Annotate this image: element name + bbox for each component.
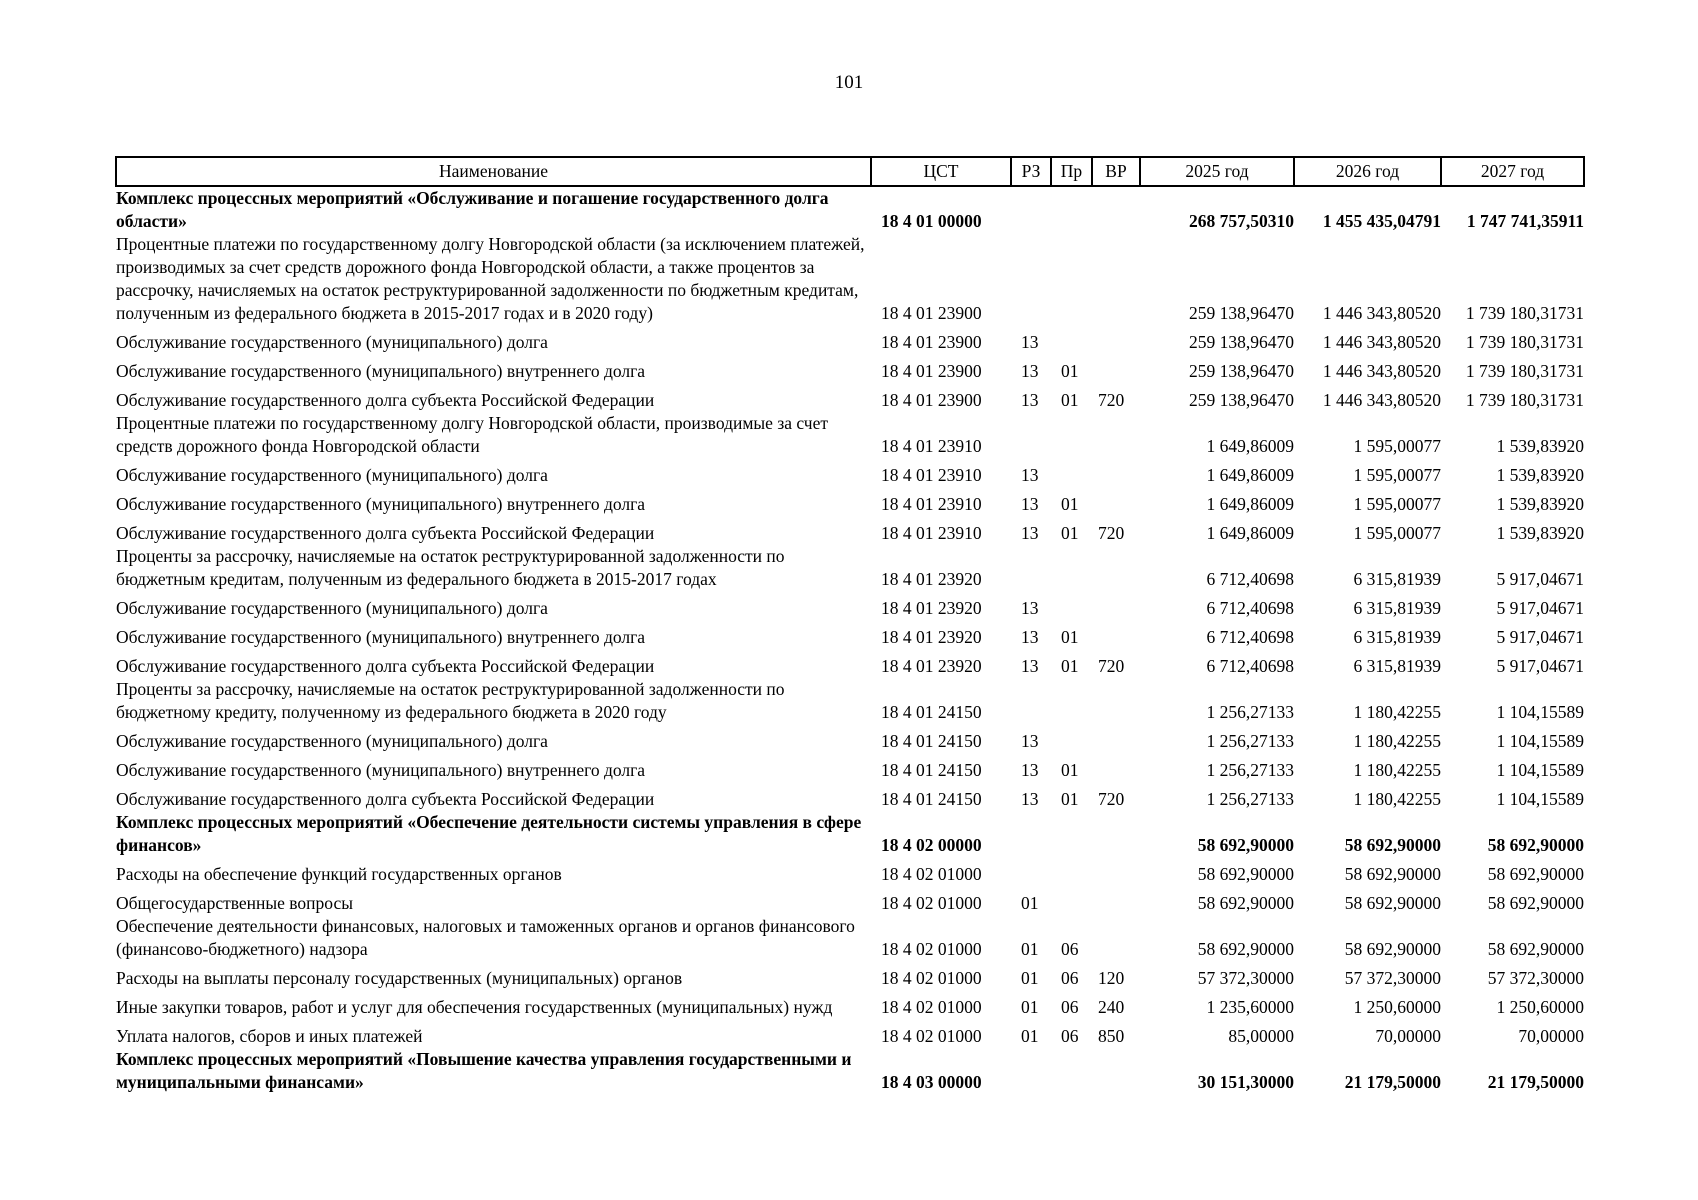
- cell-rz: 13: [1021, 390, 1039, 410]
- cell-cst: 18 4 03 00000: [881, 1072, 982, 1092]
- cell-2025: 1 235,60000: [1206, 997, 1294, 1017]
- cell-pr: 01: [1061, 361, 1079, 381]
- cell-pr: [1051, 458, 1092, 487]
- cell-2027: 58 692,90000: [1487, 864, 1584, 884]
- table-row: [116, 724, 1584, 753]
- cell-2026: 1 446 343,80520: [1322, 390, 1441, 410]
- table-row: [116, 811, 1584, 857]
- cell-2027: 5 917,04671: [1496, 598, 1584, 618]
- page-number: 101: [834, 72, 864, 93]
- cell-pr: 06: [1061, 968, 1079, 988]
- cell-2026: 1 595,00077: [1353, 436, 1441, 456]
- cell-2025: 1 649,86009: [1206, 436, 1294, 456]
- cell-name: Обслуживание государственного (муниципального) внутреннего долга: [116, 494, 646, 514]
- cell-2025: 57 372,30000: [1197, 968, 1294, 988]
- cell-rz: 01: [1021, 997, 1039, 1017]
- cell-vr: 720: [1098, 523, 1125, 543]
- header-name: Наименование: [116, 157, 871, 186]
- cell-2025: 58 692,90000: [1197, 864, 1294, 884]
- cell-vr: [1092, 458, 1140, 487]
- cell-2025: 58 692,90000: [1197, 939, 1294, 959]
- cell-name: Обслуживание государственного (муниципального) внутреннего долга: [116, 760, 646, 780]
- table-row: [116, 961, 1584, 990]
- cell-name: Процентные платежи по государственному долгу Новгородской области (за исключением платежей, производимых за счет средств дорожного фонда Новгородской области, а также процентов за рассрочку, начисляемых на остаток реструктурированной задолженности по бюджетным кредитам, полученным из федерального бюджета в 2015-2017 годах и в 2020 году): [116, 234, 865, 323]
- cell-name: Общегосударственные вопросы: [116, 893, 354, 913]
- cell-2026: 1 250,60000: [1353, 997, 1441, 1017]
- cell-cst: 18 4 01 24150: [881, 731, 982, 751]
- cell-rz: 13: [1021, 760, 1039, 780]
- cell-cst: 18 4 01 23900: [881, 390, 982, 410]
- cell-pr: 06: [1061, 997, 1079, 1017]
- cell-vr: [1092, 886, 1140, 915]
- cell-rz: 13: [1021, 731, 1039, 751]
- cell-pr: [1051, 412, 1092, 458]
- cell-pr: [1051, 724, 1092, 753]
- cell-2025: 85,00000: [1228, 1026, 1294, 1046]
- cell-vr: 720: [1098, 390, 1125, 410]
- cell-2025: 268 757,50310: [1189, 211, 1294, 231]
- cell-name: Обслуживание государственного (муниципального) внутреннего долга: [116, 361, 646, 381]
- cell-rz: 01: [1021, 968, 1039, 988]
- table-row: [116, 678, 1584, 724]
- cell-vr: [1092, 591, 1140, 620]
- cell-2027: 1 104,15589: [1496, 789, 1584, 809]
- cell-pr: [1051, 186, 1092, 233]
- cell-rz: 13: [1021, 598, 1039, 618]
- cell-cst: 18 4 01 23920: [881, 598, 982, 618]
- cell-rz: 01: [1021, 939, 1039, 959]
- table-header-row: [116, 157, 1584, 186]
- table-row: [116, 886, 1584, 915]
- cell-rz: [1011, 233, 1051, 325]
- cell-vr: [1092, 412, 1140, 458]
- cell-2026: 57 372,30000: [1344, 968, 1441, 988]
- cell-cst: 18 4 01 24150: [881, 789, 982, 809]
- header-2025: 2025 год: [1140, 157, 1294, 186]
- table-row: [116, 620, 1584, 649]
- cell-vr: [1092, 325, 1140, 354]
- cell-cst: 18 4 02 00000: [881, 835, 982, 855]
- cell-pr: [1051, 678, 1092, 724]
- cell-pr: 01: [1061, 390, 1079, 410]
- cell-name: Обслуживание государственного (муниципального) долга: [116, 465, 548, 485]
- table-row: [116, 1048, 1584, 1094]
- cell-cst: 18 4 01 23910: [881, 465, 982, 485]
- cell-vr: [1092, 545, 1140, 591]
- cell-2026: 6 315,81939: [1353, 569, 1441, 589]
- cell-name: Уплата налогов, сборов и иных платежей: [116, 1026, 423, 1046]
- cell-2027: 1 539,83920: [1496, 436, 1584, 456]
- table-row: [116, 545, 1584, 591]
- cell-2027: 58 692,90000: [1487, 835, 1584, 855]
- cell-2027: 1 104,15589: [1496, 731, 1584, 751]
- table-row: [116, 915, 1584, 961]
- cell-pr: 06: [1061, 1026, 1079, 1046]
- table-body: [116, 186, 1584, 1094]
- cell-2026: 1 595,00077: [1353, 465, 1441, 485]
- cell-2025: 6 712,40698: [1206, 569, 1294, 589]
- cell-pr: [1051, 591, 1092, 620]
- cell-cst: 18 4 01 23910: [881, 494, 982, 514]
- cell-vr: [1092, 915, 1140, 961]
- cell-cst: 18 4 01 23920: [881, 569, 982, 589]
- cell-cst: 18 4 01 23900: [881, 361, 982, 381]
- cell-rz: 13: [1021, 361, 1039, 381]
- table-row: [116, 753, 1584, 782]
- cell-vr: [1092, 354, 1140, 383]
- cell-rz: [1011, 412, 1051, 458]
- cell-cst: 18 4 01 23910: [881, 523, 982, 543]
- table-row: [116, 233, 1584, 325]
- cell-2027: 1 104,15589: [1496, 760, 1584, 780]
- cell-cst: 18 4 02 01000: [881, 1026, 982, 1046]
- cell-name: Процентные платежи по государственному долгу Новгородской области, производимые за счет средств дорожного фонда Новгородской области: [116, 413, 829, 456]
- cell-vr: 240: [1098, 997, 1125, 1017]
- cell-2027: 1 739 180,31731: [1465, 390, 1584, 410]
- cell-name: Обслуживание государственного долга субъекта Российской Федерации: [116, 789, 655, 809]
- cell-cst: 18 4 02 01000: [881, 893, 982, 913]
- cell-cst: 18 4 01 23920: [881, 627, 982, 647]
- cell-pr: [1051, 1048, 1092, 1094]
- cell-2025: 1 256,27133: [1206, 760, 1294, 780]
- cell-2026: 1 180,42255: [1353, 760, 1441, 780]
- cell-cst: 18 4 02 01000: [881, 968, 982, 988]
- cell-2026: 58 692,90000: [1344, 835, 1441, 855]
- cell-2027: 1 747 741,35911: [1466, 211, 1584, 231]
- cell-2027: 1 739 180,31731: [1465, 332, 1584, 352]
- table-row: [116, 1019, 1584, 1048]
- cell-rz: [1011, 857, 1051, 886]
- header-2027: 2027 год: [1441, 157, 1584, 186]
- cell-rz: 13: [1021, 627, 1039, 647]
- cell-2027: 57 372,30000: [1487, 968, 1584, 988]
- cell-rz: [1011, 1048, 1051, 1094]
- cell-name: Обслуживание государственного (муниципального) внутреннего долга: [116, 627, 646, 647]
- header-pr: Пр: [1051, 157, 1092, 186]
- cell-2025: 1 256,27133: [1206, 789, 1294, 809]
- cell-cst: 18 4 01 23920: [881, 656, 982, 676]
- cell-2027: 5 917,04671: [1496, 627, 1584, 647]
- cell-2025: 1 256,27133: [1206, 702, 1294, 722]
- table-row: [116, 516, 1584, 545]
- cell-rz: [1011, 186, 1051, 233]
- cell-pr: [1051, 545, 1092, 591]
- table-row: [116, 487, 1584, 516]
- cell-name: Расходы на выплаты персоналу государственных (муниципальных) органов: [116, 968, 683, 988]
- cell-name: Обслуживание государственного долга субъекта Российской Федерации: [116, 656, 655, 676]
- cell-2026: 1 455 435,04791: [1322, 211, 1441, 231]
- cell-name: Комплекс процессных мероприятий «Повышение качества управления государственными и муниципальными финансами»: [116, 1049, 852, 1092]
- cell-2026: 58 692,90000: [1344, 939, 1441, 959]
- cell-2026: 21 179,50000: [1344, 1072, 1441, 1092]
- table-row: [116, 412, 1584, 458]
- cell-2027: 1 739 180,31731: [1465, 361, 1584, 381]
- cell-name: Обслуживание государственного долга субъекта Российской Федерации: [116, 390, 655, 410]
- cell-pr: 01: [1061, 789, 1079, 809]
- cell-2026: 6 315,81939: [1353, 656, 1441, 676]
- cell-2025: 58 692,90000: [1197, 835, 1294, 855]
- table-row: [116, 990, 1584, 1019]
- cell-name: Обслуживание государственного (муниципального) долга: [116, 332, 548, 352]
- cell-2026: 1 446 343,80520: [1322, 332, 1441, 352]
- cell-vr: 720: [1098, 656, 1125, 676]
- cell-2027: 58 692,90000: [1487, 939, 1584, 959]
- cell-2027: 5 917,04671: [1496, 569, 1584, 589]
- cell-rz: 13: [1021, 656, 1039, 676]
- cell-2026: 6 315,81939: [1353, 598, 1441, 618]
- cell-name: Иные закупки товаров, работ и услуг для обеспечения государственных (муниципальных) нужд: [116, 997, 833, 1017]
- cell-2027: 1 104,15589: [1496, 702, 1584, 722]
- cell-pr: [1051, 886, 1092, 915]
- cell-vr: 720: [1098, 789, 1125, 809]
- cell-2026: 6 315,81939: [1353, 627, 1441, 647]
- cell-vr: [1092, 487, 1140, 516]
- table-row: [116, 782, 1584, 811]
- header-vr: ВР: [1092, 157, 1140, 186]
- table-row: [116, 649, 1584, 678]
- cell-2025: 58 692,90000: [1197, 893, 1294, 913]
- cell-2026: 58 692,90000: [1344, 864, 1441, 884]
- header-cst: ЦСТ: [871, 157, 1011, 186]
- cell-rz: 13: [1021, 523, 1039, 543]
- cell-2026: 58 692,90000: [1344, 893, 1441, 913]
- cell-vr: [1092, 233, 1140, 325]
- cell-2025: 1 649,86009: [1206, 494, 1294, 514]
- cell-2026: 1 180,42255: [1353, 789, 1441, 809]
- cell-vr: 120: [1098, 968, 1125, 988]
- cell-cst: 18 4 01 00000: [881, 211, 982, 231]
- cell-cst: 18 4 01 24150: [881, 702, 982, 722]
- cell-2027: 1 539,83920: [1496, 523, 1584, 543]
- cell-pr: 01: [1061, 627, 1079, 647]
- cell-2027: 70,00000: [1518, 1026, 1584, 1046]
- cell-2025: 30 151,30000: [1197, 1072, 1294, 1092]
- cell-2026: 1 180,42255: [1353, 702, 1441, 722]
- cell-2027: 5 917,04671: [1496, 656, 1584, 676]
- cell-rz: 13: [1021, 465, 1039, 485]
- cell-pr: [1051, 325, 1092, 354]
- cell-name: Обеспечение деятельности финансовых, налоговых и таможенных органов и органов финансового (финансово-бюджетного) надзора: [116, 916, 855, 959]
- cell-2027: 1 739 180,31731: [1465, 303, 1584, 323]
- cell-2027: 1 539,83920: [1496, 494, 1584, 514]
- cell-vr: [1092, 186, 1140, 233]
- cell-cst: 18 4 01 23900: [881, 303, 982, 323]
- budget-table: [115, 156, 1585, 1094]
- cell-pr: [1051, 233, 1092, 325]
- cell-rz: 01: [1021, 893, 1039, 913]
- cell-vr: [1092, 857, 1140, 886]
- cell-pr: [1051, 811, 1092, 857]
- cell-2025: 6 712,40698: [1206, 656, 1294, 676]
- table-row: [116, 591, 1584, 620]
- cell-rz: [1011, 678, 1051, 724]
- cell-2025: 259 138,96470: [1189, 332, 1294, 352]
- cell-2025: 259 138,96470: [1189, 303, 1294, 323]
- cell-rz: 01: [1021, 1026, 1039, 1046]
- cell-cst: 18 4 02 01000: [881, 997, 982, 1017]
- cell-rz: 13: [1021, 789, 1039, 809]
- cell-2026: 1 595,00077: [1353, 523, 1441, 543]
- cell-vr: [1092, 678, 1140, 724]
- cell-name: Комплекс процессных мероприятий «Обеспечение деятельности системы управления в сфере финансов»: [116, 812, 862, 855]
- cell-cst: 18 4 01 23900: [881, 332, 982, 352]
- cell-2025: 1 256,27133: [1206, 731, 1294, 751]
- cell-2025: 1 649,86009: [1206, 465, 1294, 485]
- cell-cst: 18 4 01 23910: [881, 436, 982, 456]
- cell-name: Обслуживание государственного (муниципального) долга: [116, 598, 548, 618]
- cell-2026: 70,00000: [1375, 1026, 1441, 1046]
- cell-cst: 18 4 01 24150: [881, 760, 982, 780]
- cell-rz: 13: [1021, 494, 1039, 514]
- cell-vr: [1092, 811, 1140, 857]
- table-row: [116, 383, 1584, 412]
- header-rz: РЗ: [1011, 157, 1051, 186]
- cell-vr: [1092, 1048, 1140, 1094]
- cell-name: Обслуживание государственного долга субъекта Российской Федерации: [116, 523, 655, 543]
- cell-name: Проценты за рассрочку, начисляемые на остаток реструктурированной задолженности по бюджетным кредитам, полученным из федерального бюджета в 2015-2017 годах: [116, 546, 785, 589]
- cell-rz: 13: [1021, 332, 1039, 352]
- cell-2026: 1 446 343,80520: [1322, 361, 1441, 381]
- cell-pr: 01: [1061, 656, 1079, 676]
- cell-vr: 850: [1098, 1026, 1125, 1046]
- cell-2026: 1 595,00077: [1353, 494, 1441, 514]
- cell-name: Обслуживание государственного (муниципального) долга: [116, 731, 548, 751]
- cell-pr: [1051, 857, 1092, 886]
- cell-2027: 21 179,50000: [1487, 1072, 1584, 1092]
- cell-vr: [1092, 724, 1140, 753]
- table-row: [116, 354, 1584, 383]
- cell-2027: 1 539,83920: [1496, 465, 1584, 485]
- cell-pr: 01: [1061, 494, 1079, 514]
- cell-cst: 18 4 02 01000: [881, 939, 982, 959]
- cell-vr: [1092, 620, 1140, 649]
- cell-2027: 1 250,60000: [1496, 997, 1584, 1017]
- cell-name: Проценты за рассрочку, начисляемые на остаток реструктурированной задолженности по бюджетному кредиту, полученному из федерального бюджета в 2020 году: [116, 679, 785, 722]
- table-row: [116, 325, 1584, 354]
- cell-2026: 1 446 343,80520: [1322, 303, 1441, 323]
- cell-rz: [1011, 811, 1051, 857]
- cell-name: Расходы на обеспечение функций государственных органов: [116, 864, 562, 884]
- cell-pr: 01: [1061, 760, 1079, 780]
- cell-2025: 259 138,96470: [1189, 361, 1294, 381]
- cell-pr: 06: [1061, 939, 1079, 959]
- cell-2026: 1 180,42255: [1353, 731, 1441, 751]
- cell-2025: 259 138,96470: [1189, 390, 1294, 410]
- table-row: [116, 186, 1584, 233]
- table-row: [116, 857, 1584, 886]
- cell-2025: 6 712,40698: [1206, 627, 1294, 647]
- cell-pr: 01: [1061, 523, 1079, 543]
- header-2026: 2026 год: [1294, 157, 1441, 186]
- cell-2025: 1 649,86009: [1206, 523, 1294, 543]
- cell-vr: [1092, 753, 1140, 782]
- cell-rz: [1011, 545, 1051, 591]
- cell-cst: 18 4 02 01000: [881, 864, 982, 884]
- cell-2025: 6 712,40698: [1206, 598, 1294, 618]
- cell-name: Комплекс процессных мероприятий «Обслуживание и погашение государственного долга области»: [116, 188, 829, 231]
- cell-2027: 58 692,90000: [1487, 893, 1584, 913]
- table-row: [116, 458, 1584, 487]
